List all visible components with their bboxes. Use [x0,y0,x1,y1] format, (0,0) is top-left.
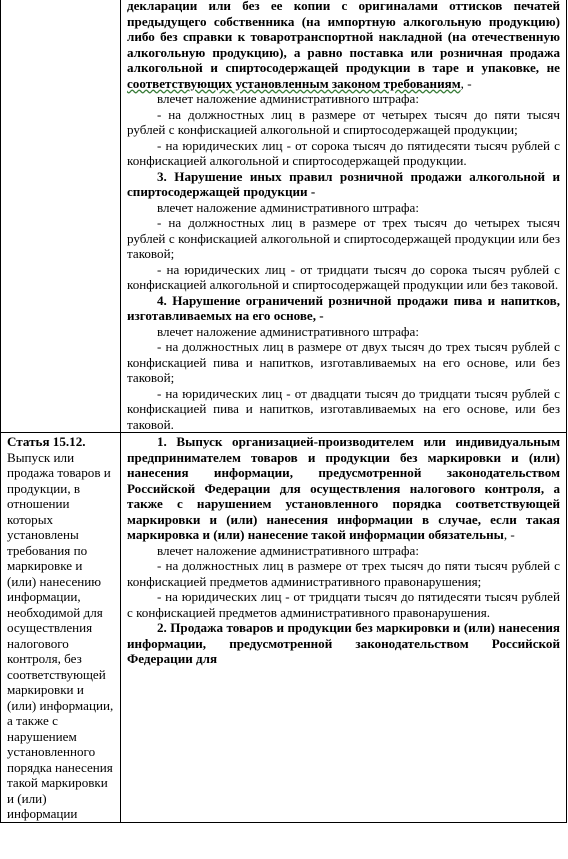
text-cell [121,433,567,823]
table-row [1,0,567,433]
paragraph: - на должностных лиц в размере от трех тысяч до четырех тысяч рублей с конфискацией алкогольной и спиртосодержащей продукции или без таковой; [127,215,560,261]
paragraph-heading: 3. Нарушение иных правил розничной продажи алкогольной и спиртосодержащей продукции - [127,168,560,199]
paragraph: - на должностных лиц в размере от трех тысяч до пяти тысяч рублей с конфискацией предметов административного правонарушения; [127,558,560,589]
paragraph: декларации или без ее копии с оригиналами оттисков печатей предыдущего собственника (на импортную алкогольную продукцию) либо без справки к товаротранспортной накладной (на отечественную алкогольную продукцию), а равно поставка или розничная продажа алкогольной и спиртосодержащей продукции в таре и упаковке, не соответствующих установленным законом требованиям, - [127,0,560,91]
article-number: Статья 15.12. [7,434,86,449]
paragraph-heading: 2. Продажа товаров и продукции без маркировки и (или) нанесения информации, предусмотренной законодательством Российской Федерации для [127,620,560,666]
paragraph: - на юридических лиц - от сорока тысяч до пятидесяти тысяч рублей с конфискацией алкогольной и спиртосодержащей продукции. [127,137,560,168]
paragraph: - на должностных лиц в размере от четырех тысяч до пяти тысяч рублей с конфискацией алкогольной и спиртосодержащей продукции; [127,106,560,137]
table-row [1,433,567,823]
paragraph: влечет наложение административного штрафа: [157,323,419,339]
paragraph: влечет наложение административного штрафа: [157,542,419,558]
article-title: Выпуск или продажа товаров и продукции, в отношении которых установлены требования по маркировке и (или) нанесению информации, необходимой для осуществления налогового контроля, без соответствующей маркировки и (или) информации, а также с нарушением установленного порядка нанесения такой маркировки и (или) информации [7,449,114,821]
paragraph-heading: 1. Выпуск организацией-производителем или индивидуальным предпринимателем товаров и продукции без маркировки и (или) нанесения информации, предусмотренной законодательством Российской Федерации для осуществления налогового контроля, а также с нарушением установленного порядка соответствующей маркировки и (или) нанесения информации в случае, если такая маркировка и (или) нанесение такой информации обязательны, - [127,434,560,542]
article-cell-empty [1,0,121,433]
article-cell [1,433,121,823]
paragraph: - на юридических лиц - от тридцати тысяч до пятидесяти тысяч рублей с конфискацией предметов административного правонарушения. [127,589,560,620]
paragraph: влечет наложение административного штрафа: [157,91,419,106]
paragraph: влечет наложение административного штрафа: [157,199,419,215]
paragraph-heading: 4. Нарушение ограничений розничной продажи пива и напитков, изготавливаемых на его основе, - [127,292,560,323]
underlined-text: соответствующих установленным законом требованиям [127,75,461,91]
text-cell [121,0,567,433]
paragraph: - на юридических лиц - от тридцати тысяч до сорока тысяч рублей с конфискацией алкогольной и спиртосодержащей продукции или без таковой. [127,261,560,292]
paragraph: - на должностных лиц в размере от двух тысяч до трех тысяч рублей с конфискацией пива и напитков, изготавливаемых на его основе, или без таковой; [127,339,560,385]
paragraph: - на юридических лиц - от двадцати тысяч до тридцати тысяч рублей с конфискацией пива и напитков, изготавливаемых на его основе, или без таковой. [127,385,560,432]
